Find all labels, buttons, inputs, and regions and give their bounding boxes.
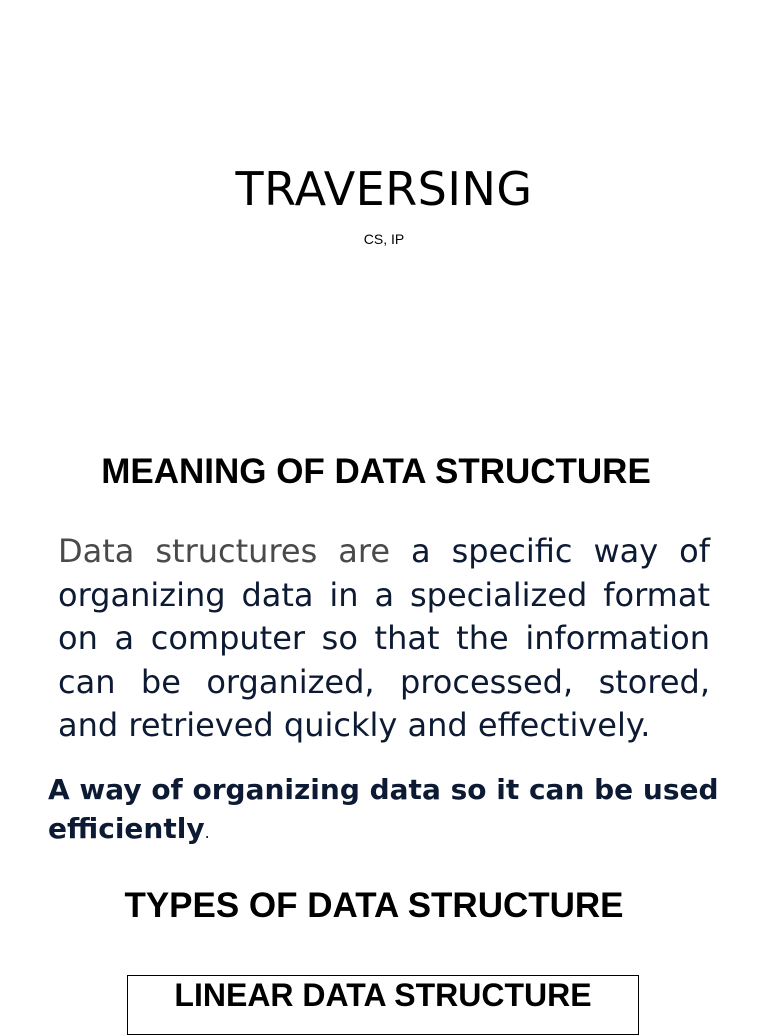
linear-data-structure-box: LINEAR DATA STRUCTURE [127, 975, 639, 1035]
section-heading-types: TYPES OF DATA STRUCTURE [124, 886, 624, 925]
definition-emphasis [48, 770, 738, 852]
emphasis-period: . [204, 823, 210, 842]
section-heading-meaning: MEANING OF DATA STRUCTURE [101, 452, 651, 491]
definition-body: a specific way of organizing data in a specialized format on a computer so that the information can be organized, processed, stored, and retrieved quickly and effectively. [58, 532, 711, 744]
definition-paragraph [58, 530, 710, 748]
definition-lead: Data structures are [58, 532, 391, 570]
slide-title: TRAVERSING [235, 162, 533, 216]
emphasis-text: A way of organizing data so it can be used efficiently [48, 773, 719, 845]
slide-subtitle: CS, IP [363, 231, 405, 247]
